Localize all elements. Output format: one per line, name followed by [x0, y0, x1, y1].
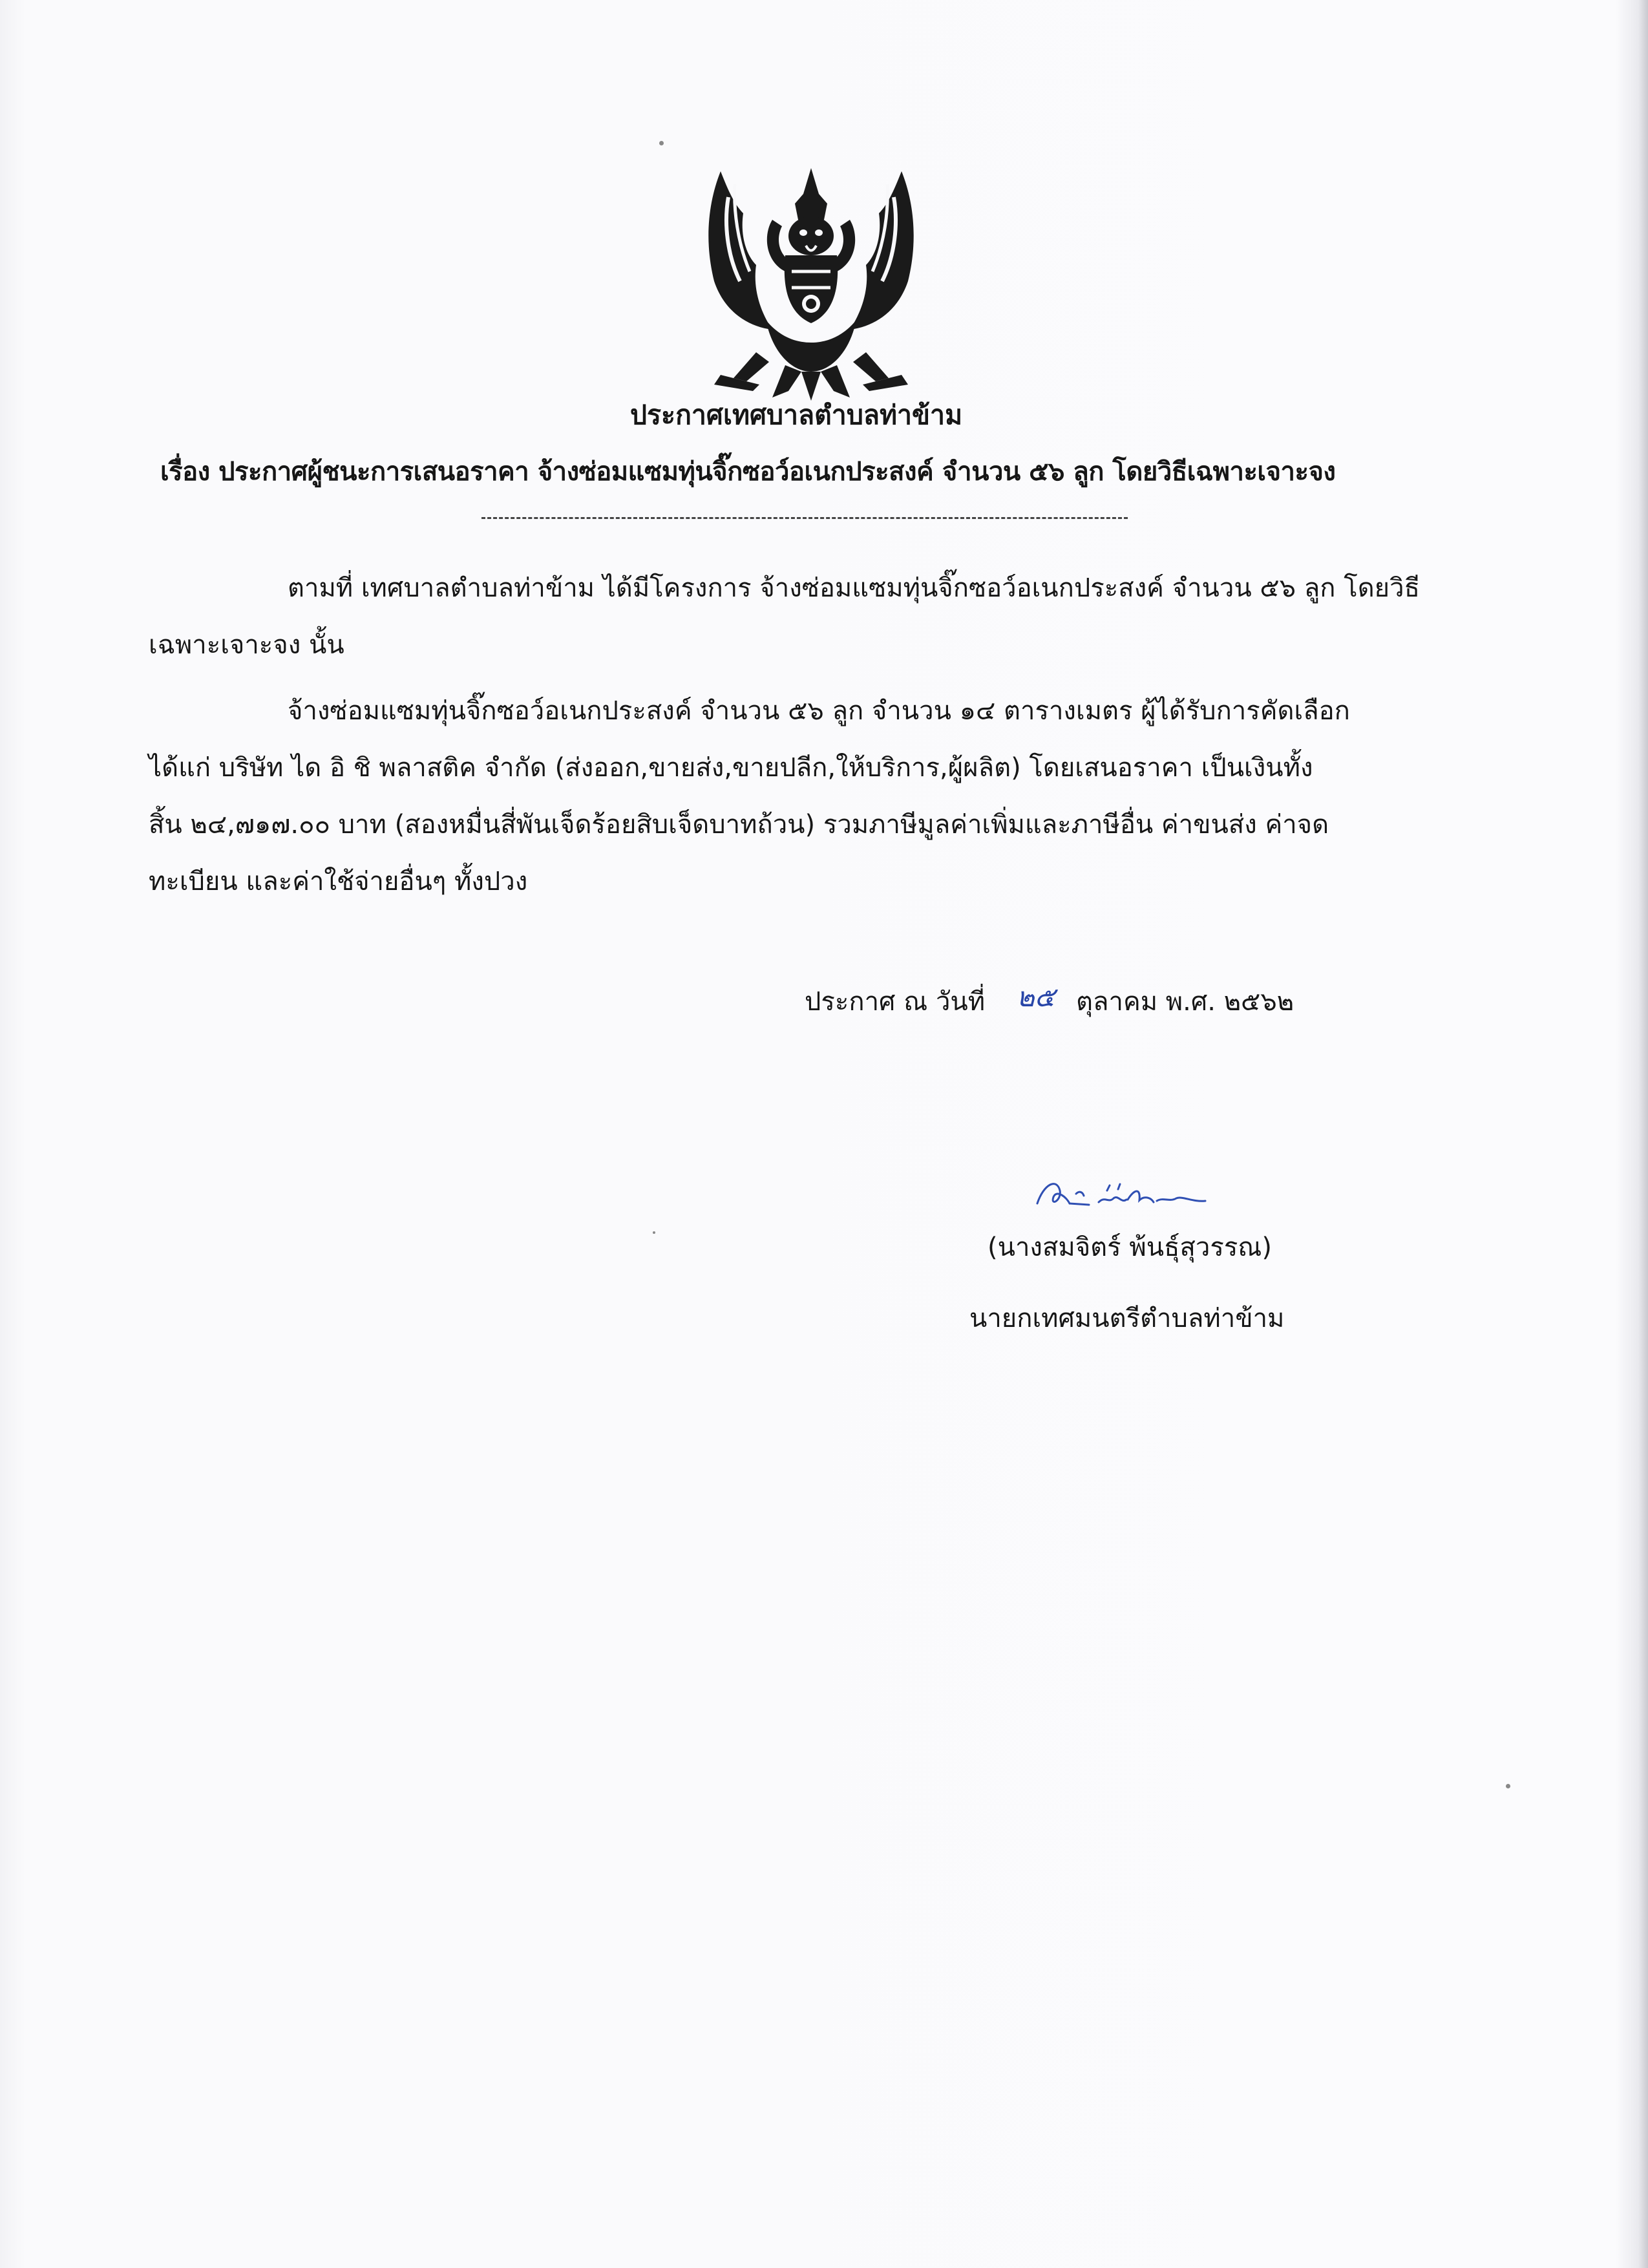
header-divider: [481, 517, 1128, 519]
office-title: ประกาศเทศบาลตำบลท่าข้าม: [630, 399, 963, 430]
paragraph-2-line-4: ทะเบียน และค่าใช้จ่ายอื่นๆ ทั้งปวง: [149, 867, 528, 896]
paragraph-2-line-2: ได้แก่ บริษัท ได อิ ชิ พลาสติค จำกัด (ส่งออก,ขายส่ง,ขายปลีก,ให้บริการ,ผู้ผลิต) โดยเสนอราคา เป็นเงินทั้ง: [149, 753, 1313, 783]
garuda-emblem-icon: [695, 158, 927, 404]
scan-speck: [653, 1231, 655, 1234]
paragraph-2-line-3: สิ้น ๒๔,๗๑๗.๐๐ บาท (สองหมื่นสี่พันเจ็ดร้อยสิบเจ็ดบาทถ้วน) รวมภาษีมูลค่าเพิ่มและภาษีอื่น ค่าขนส่ง ค่าจด: [149, 810, 1329, 840]
paragraph-1-line-2: เฉพาะเจาะจง นั้น: [149, 630, 344, 660]
date-day-handwritten: ๒๕: [1017, 981, 1055, 1013]
subject-heading: เรื่อง ประกาศผู้ชนะการเสนอราคา จ้างซ่อมแซมทุ่นจิ๊กซอว์อเนกประสงค์ จำนวน ๕๖ ลูก โดยวิธีเฉพาะเจาะจง: [160, 457, 1336, 487]
date-month-year: ตุลาคม พ.ศ. ๒๕๖๒: [1076, 987, 1294, 1017]
signatory-position: นายกเทศมนตรีตำบลท่าข้าม: [969, 1304, 1285, 1333]
scan-speck: [659, 141, 664, 145]
signatory-name: (นางสมจิตร์ พ้นธุ์สุวรรณ): [988, 1233, 1273, 1262]
scan-speck: [1506, 1784, 1510, 1788]
signature-icon: [1031, 1171, 1225, 1218]
paragraph-1-line-1: ตามที่ เทศบาลตำบลท่าข้าม ได้มีโครงการ จ้างซ่อมแซมทุ่นจิ๊กซอว์อเนกประสงค์ จำนวน ๕๖ ลูก โดยวิธี: [288, 573, 1420, 603]
date-prefix: ประกาศ ณ วันที่: [805, 987, 986, 1017]
paragraph-2-line-1: จ้างซ่อมแซมทุ่นจิ๊กซอว์อเนกประสงค์ จำนวน ๕๖ ลูก จำนวน ๑๔ ตารางเมตร ผู้ได้รับการคัดเลือก: [288, 696, 1350, 726]
